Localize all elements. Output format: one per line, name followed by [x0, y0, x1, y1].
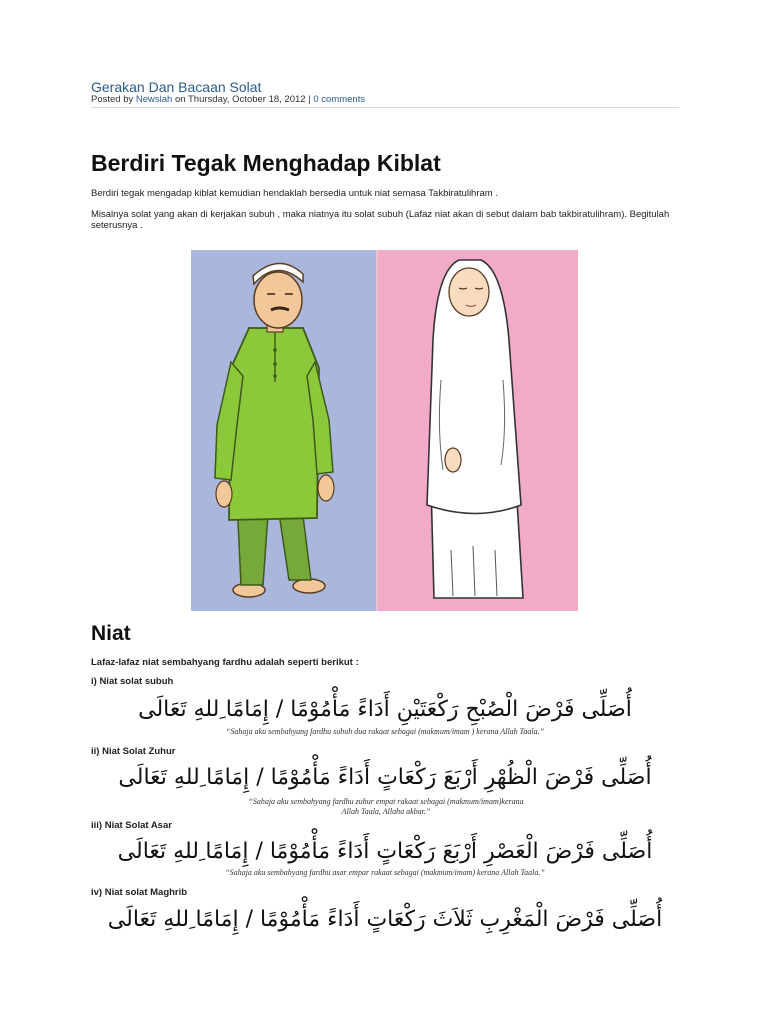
comments-link[interactable]: 0 comments	[313, 94, 366, 105]
author-link[interactable]: Newslah	[135, 94, 173, 105]
niat-intro: Lafaz-lafaz niat sembahyang fardhu adalah seperti berikut :	[91, 657, 359, 668]
shirt-button	[273, 348, 277, 352]
shirt-button	[273, 362, 277, 366]
arabic-niat-asar: أُصَلِّى فَرْضَ الْعَصْرِ أَرْبَعَ رَكْعَاتٍ أَدَاءً مَأْمُوْمًا / إِمَامًا ِللهِ تَعَالَى	[117, 839, 653, 864]
meta-date: on Thursday, October 18, 2012 |	[172, 94, 314, 105]
arabic-niat-subuh: أُصَلِّى فَرْضَ الْصُبْحِ رَكْعَتَيْنِ أَدَاءً مَأْمُوْمًا / إِمَامًا ِللهِ تَعَالَى	[138, 697, 632, 722]
post-title-link[interactable]: Gerakan Dan Bacaan Solat	[91, 79, 262, 95]
section-heading-niat: Niat	[91, 622, 131, 645]
arabic-niat-maghrib: أُصَلِّى فَرْضَ الْمَغْرِبِ ثَلاَثَ رَكْعَاتٍ أَدَاءً مَأْمُوْمًا / إِمَامًا ِللهِ تَعَالَى	[107, 907, 663, 932]
paragraph-2: Misalnya solat yang akan di kerjakan subuh , maka niatnya itu solat subuh (Lafaz niat akan di sebut dalam bab takbiratulihram). Begitulah seterusnya .	[91, 209, 670, 231]
right-hand	[318, 475, 334, 501]
man-head	[254, 272, 302, 328]
shirt-button	[273, 374, 277, 378]
arabic-niat-zuhur: أُصَلِّى فَرْضَ الْظُهْرِ أَرْبَعَ رَكْعَاتٍ أَدَاءً مَأْمُوْمًا / إِمَامًا ِللهِ تَعَالَى	[118, 765, 652, 790]
niat-label-subuh: i) Niat solat subuh	[91, 676, 174, 687]
niat-label-zuhur: ii) Niat Solat Zuhur	[91, 746, 176, 757]
woman-face	[449, 268, 489, 316]
left-hand	[216, 481, 232, 507]
green-shirt	[229, 328, 319, 520]
niat-label-asar: iii) Niat Solat Asar	[91, 820, 172, 831]
niat-label-maghrib: iv) Niat solat Maghrib	[91, 887, 188, 898]
paragraph-1: Berdiri tegak mengadap kiblat kemudian hendaklah bersedia untuk niat semasa Takbiratulihram .	[91, 188, 498, 199]
woman-hand	[445, 448, 461, 472]
translation-asar: “Sahaja aku sembahyang fardhu asar empar rakaat sebagai (makmum/imam) kerana Allah Taala.”	[225, 868, 545, 877]
header-divider	[91, 107, 679, 108]
section-heading-berdiri: Berdiri Tegak Menghadap Kiblat	[91, 150, 441, 176]
right-foot	[293, 579, 325, 593]
translation-subuh: “Sahaja aku sembahyang fardhu subuh dua rakaat sebagai (makmum/imam ) kerana Allah Taala.”	[225, 727, 545, 736]
standing-posture-illustration	[191, 250, 578, 611]
meta-prefix: Posted by	[91, 94, 136, 105]
post-meta	[91, 94, 365, 105]
translation-zuhur: “Sahaja aku sembahyang fardhu zuhur empat rakaat sebagai (makmum/imam)kerana Allah Taala, Allahu akbar.”	[248, 797, 524, 816]
